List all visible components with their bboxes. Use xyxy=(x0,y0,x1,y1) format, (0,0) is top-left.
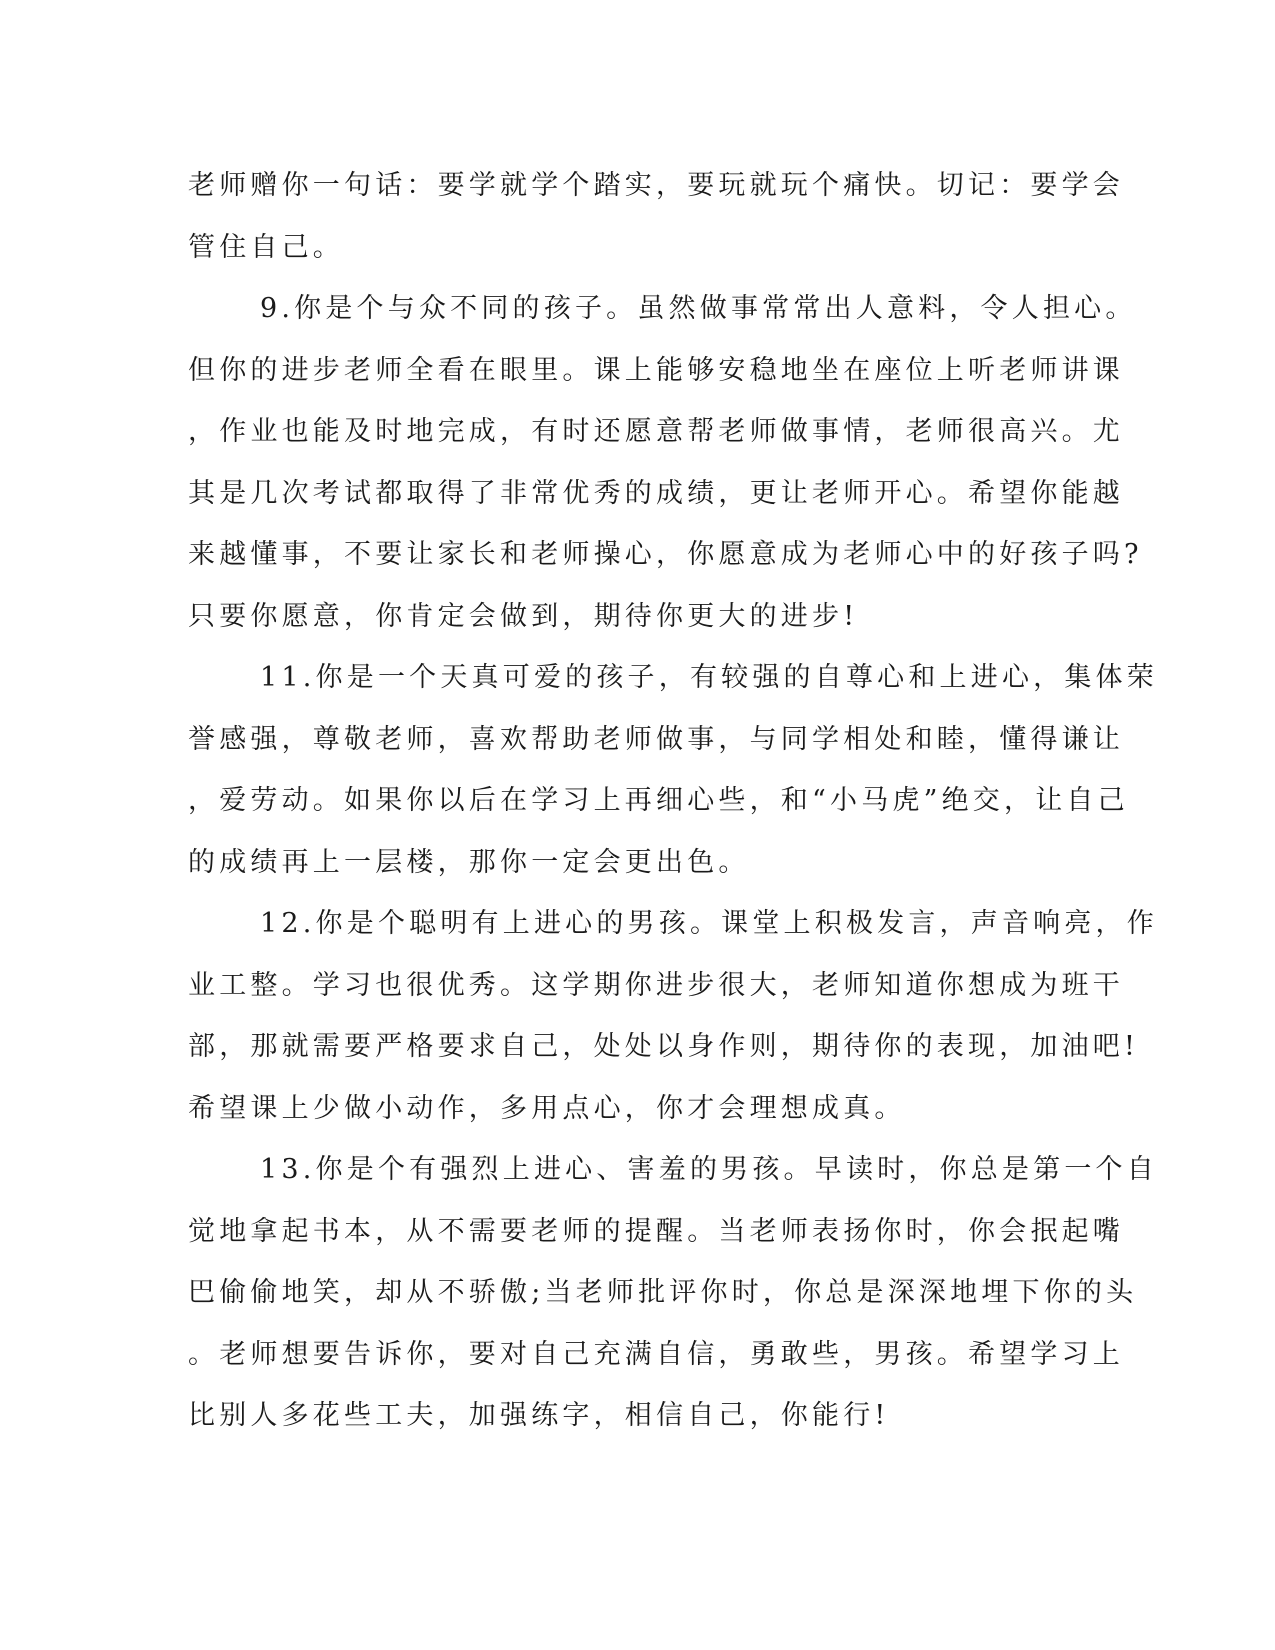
text-line: 巴偷偷地笑，却从不骄傲;当老师批评你时，你总是深深地埋下你的头 xyxy=(188,1277,1138,1308)
text-line: 业工整。学习也很优秀。这学期你进步很大，老师知道你想成为班干 xyxy=(188,969,1124,1001)
text-line: 老师赠你一句话：要学就学个踏实，要玩就玩个痛快。切记：要学会 xyxy=(188,170,1124,201)
text-line: 管住自己。 xyxy=(188,231,344,263)
paragraph-first-line: 9.你是个与众不同的孩子。虽然做事常常出人意料，令人担心。 xyxy=(260,293,1137,324)
text-line: 。老师想要告诉你，要对自己充满自信，勇敢些，男孩。希望学习上 xyxy=(188,1338,1124,1370)
paragraph-first-line: 11.你是一个天真可爱的孩子，有较强的自尊心和上进心，集体荣 xyxy=(260,662,1158,693)
text-line: 只要你愿意，你肯定会做到，期待你更大的进步! xyxy=(188,600,859,632)
text-line: 希望课上少做小动作，多用点心，你才会理想成真。 xyxy=(188,1092,906,1124)
text-line: 觉地拿起书本，从不需要老师的提醒。当老师表扬你时，你会抿起嘴 xyxy=(188,1215,1124,1247)
text-line: 来越懂事，不要让家长和老师操心，你愿意成为老师心中的好孩子吗? xyxy=(188,539,1143,570)
text-line: 的成绩再上一层楼，那你一定会更出色。 xyxy=(188,846,750,878)
text-line: 但你的进步老师全看在眼里。课上能够安稳地坐在座位上听老师讲课 xyxy=(188,354,1124,386)
text-line: 其是几次考试都取得了非常优秀的成绩，更让老师开心。希望你能越 xyxy=(188,477,1124,509)
text-line: ，爱劳动。如果你以后在学习上再细心些，和“小马虎”绝交，让自己 xyxy=(188,785,1129,816)
document-body xyxy=(188,155,1158,1447)
paragraph-first-line: 13.你是个有强烈上进心、害羞的男孩。早读时，你总是第一个自 xyxy=(260,1154,1158,1185)
text-line: 誉感强，尊敬老师，喜欢帮助老师做事，与同学相处和睦，懂得谦让 xyxy=(188,723,1124,755)
paragraph-first-line: 12.你是个聪明有上进心的男孩。课堂上积极发言，声音响亮，作 xyxy=(260,908,1158,939)
text-line: 比别人多花些工夫，加强练字，相信自己，你能行! xyxy=(188,1400,890,1431)
text-line: 部，那就需要严格要求自己，处处以身作则，期待你的表现，加油吧! xyxy=(188,1031,1140,1062)
text-line: ，作业也能及时地完成，有时还愿意帮老师做事情，老师很高兴。尤 xyxy=(188,416,1124,447)
